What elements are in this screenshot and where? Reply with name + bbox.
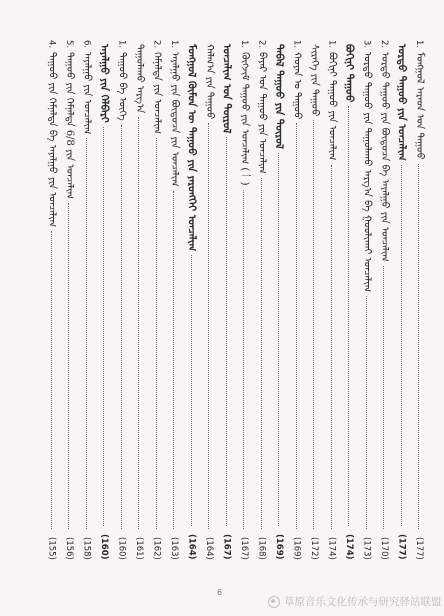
dot-leader <box>401 165 402 527</box>
toc-entry <box>45 40 59 560</box>
toc-entry-title: ᠳᠠᠭᠤᠤ ᠪᠠ ᠦᠭᠡ <box>116 52 128 121</box>
toc-heading <box>272 40 286 560</box>
toc-heading <box>185 40 199 560</box>
dot-leader <box>208 123 209 529</box>
toc-entry-number: 1. <box>116 40 127 49</box>
toc-entry <box>377 40 391 560</box>
watermark-text: 草原音乐文化传承与研究驿站联盟 <box>284 596 442 608</box>
toc-page-number: (172) <box>309 537 319 560</box>
toc-heading <box>342 40 356 560</box>
toc-entry <box>307 40 321 560</box>
toc-page-number: (163) <box>169 537 179 560</box>
toc-entry-number: 2. <box>256 40 267 49</box>
toc-entry-number: 2. <box>379 40 389 49</box>
toc-entry <box>132 40 146 560</box>
toc-entry <box>255 40 269 560</box>
toc-entry-number: 6. <box>81 40 92 49</box>
dot-leader <box>313 120 314 529</box>
toc-entry-title: ᠳᠡᠪᠡᠯ ᠳᠠᠭᠤᠤ ᠶᠢᠨ ᠲᠦᠷᠦᠯ <box>273 44 285 149</box>
toc-page-number: (177) <box>396 534 407 560</box>
dot-leader <box>243 190 244 530</box>
toc-page-number: (160) <box>116 537 127 560</box>
wechat-icon <box>268 596 280 608</box>
toc-entry-title: ᠠᠶᠠᠯᠭᠤ ᠶᠢᠨ ᠣᠨᠴᠠᠯᠢᠭ <box>81 52 93 135</box>
dot-leader <box>418 164 419 529</box>
toc-entry <box>202 40 216 560</box>
toc-entry-title: ᠬᠡᠮᠨᠡᠯᠲᠡ ᠶᠢᠨ ᠣᠨᠴᠠᠯᠢᠭ <box>151 52 163 135</box>
toc-page-number: (170) <box>379 537 389 560</box>
dot-leader <box>296 123 297 529</box>
toc-page-number: (173) <box>361 537 372 560</box>
toc-entry-title: ᠬᠠᠯᠬ᠎ᠠ ᠶᠢᠨ ᠳᠠᠭᠤᠤ <box>204 44 215 120</box>
toc-entry-title: ᠬᠥᠭᠵᠢᠮ ᠳᠠᠭᠤᠤ ᠶᠢᠨ ᠣᠨᠴᠠᠯᠢᠭ (一) <box>239 52 250 186</box>
toc-entry-title: ᠤᠷᠲᠤ ᠳᠠᠭᠤᠤ ᠶᠢᠨ ᠪᠦᠲᠦᠴᠡ ᠪᠠ ᠠᠶᠠᠯᠭᠤ ᠶᠢᠨ ᠣᠨᠴᠠᠯᠢᠭ <box>379 52 390 262</box>
toc-page-number: (164) <box>204 537 214 560</box>
toc-entry <box>412 40 426 560</box>
toc-page-number: (155) <box>46 537 57 560</box>
dot-leader <box>366 296 367 529</box>
dot-leader <box>173 191 174 530</box>
toc-page-number: (169) <box>291 537 302 560</box>
toc-entry-title: ᠤᠷᠲᠤ ᠳᠠᠭᠤᠤ ᠶᠢᠨ ᠳᠠᠭᠤᠯᠠᠬᠤ ᠠᠷᠭ᠎ᠠ ᠪᠠ ᠭᠣᠣᠯᠢᠬᠠᠶ ᠣᠨᠴᠠᠯᠢᠭ <box>361 52 373 293</box>
toc-entry-number: 2. <box>151 40 162 49</box>
toc-page-number: (162) <box>151 537 162 560</box>
toc-entry-title: ᠰᠢᠷᠡᠭᠡ ᠶᠢᠨ ᠳᠠᠭᠤᠤ <box>309 44 320 117</box>
toc-entry <box>360 40 374 560</box>
toc-heading <box>395 40 409 560</box>
watermark <box>268 594 442 609</box>
dot-leader <box>138 117 139 529</box>
toc-entry <box>62 40 76 560</box>
dot-leader <box>121 125 122 529</box>
toc-page-number: (167) <box>221 534 232 560</box>
toc-entry-title: ᠳᠠᠭᠤᠯᠠᠬᠤ ᠠᠷᠭ᠎ᠠ <box>134 44 145 114</box>
dot-leader <box>86 138 87 529</box>
toc-entry-number: 1. <box>414 40 424 49</box>
toc-heading <box>220 40 234 560</box>
toc-page-number: (161) <box>134 537 144 560</box>
toc-page-number: (167) <box>239 537 249 560</box>
toc-entry-title: ᠮᠣᠩᠭᠣᠯ ᠬᠦᠮᠦᠨ ᠦ ᠳᠠᠭᠤᠤ ᠶᠢᠨ ᠶᠡᠷᠦᠩᠬᠡᠢ ᠣᠨᠴᠠᠯᠢᠭ <box>185 44 198 252</box>
dot-leader <box>103 127 104 527</box>
dot-leader <box>51 231 52 529</box>
toc-entry <box>237 40 251 560</box>
toc-entry <box>115 40 129 560</box>
page-number: 6 <box>217 588 223 597</box>
toc-entry-number: 1. <box>326 40 337 49</box>
dot-leader <box>383 266 384 529</box>
dot-leader <box>348 106 349 526</box>
toc-entry-number: 1. <box>239 40 249 49</box>
dot-leader <box>226 137 227 526</box>
toc-entry-number: 1. <box>169 40 179 49</box>
toc-entry <box>150 40 164 560</box>
toc-page-number: (160) <box>99 534 109 560</box>
dot-leader <box>261 178 262 529</box>
toc-page-number: (169) <box>274 534 284 560</box>
toc-entry-number: 1. <box>291 40 302 49</box>
toc-page-number: (168) <box>256 537 267 560</box>
toc-page-number: (177) <box>414 537 424 560</box>
toc-entry-title: ᠮᠣᠩᠭᠣᠯ ᠠᠷᠠᠳ ᠤᠨ ᠳᠠᠭᠤᠤ <box>414 52 425 160</box>
toc-entry-number: 4. <box>46 40 57 49</box>
toc-entry-title: ᠬᠤᠶᠠᠨ ᠤ ᠳᠠᠭᠤᠤ <box>291 52 303 120</box>
toc-entry-number: 3. <box>361 40 372 49</box>
toc-entry-title: ᠳᠠᠭᠤᠤ ᠶᠢᠨ ᠬᠡᠮᠨᠡᠯᠲᠡ 6/8 ᠶᠢᠨ ᠣᠨᠴᠠᠯᠢᠭ <box>64 52 75 200</box>
toc-page-number: (158) <box>81 537 92 560</box>
toc-page-number: (164) <box>186 534 197 560</box>
toc-page-number: (174) <box>326 537 337 560</box>
toc-heading <box>97 40 111 560</box>
toc-entry-title: ᠠᠶᠠᠯᠭᠤ ᠶᠢᠨ ᠬᠡᠯᠪᠡᠷᠢ <box>98 44 110 123</box>
toc-entry-title: ᠤᠷᠲᠤ ᠳᠠᠭᠤᠤ ᠶᠢᠨ ᠣᠨᠴᠠᠯᠢᠭ <box>395 44 408 161</box>
toc-entry <box>325 40 339 560</box>
toc-page-number: (174) <box>344 534 354 560</box>
dot-leader <box>191 255 192 526</box>
toc-entry-title: ᠪᠣᠭᠢᠨᠢ ᠳᠠᠭᠤᠤ ᠶᠢᠨ ᠣᠨᠴᠠᠯᠢᠭ <box>326 52 338 161</box>
toc-entry-title: ᠳᠠᠭᠤᠤ ᠶᠢᠨ ᠬᠡᠮᠨᠡᠯᠲᠡ ᠪᠠ ᠠᠶᠠᠯᠭᠤ ᠶᠢᠨ ᠣᠨᠴᠠᠯᠢᠭ <box>46 52 58 228</box>
dot-leader <box>278 153 279 527</box>
toc-entry-title: ᠠᠶᠠᠯᠭᠤ ᠶᠢᠨ ᠪᠦᠲᠦᠴᠡ ᠶᠢᠨ ᠣᠨᠴᠠᠯᠢᠭ <box>169 52 180 187</box>
dot-leader <box>68 203 69 529</box>
dot-leader <box>156 138 157 529</box>
toc-entry <box>290 40 304 560</box>
toc-entry <box>80 40 94 560</box>
toc-entry <box>167 40 181 560</box>
toc-entry-title: ᠪᠠᠶᠠᠷ ᠤᠨ ᠳᠠᠭᠤᠤ ᠶᠢᠨ ᠣᠨᠴᠠᠯᠢᠭ <box>256 52 268 174</box>
toc-entry-title: ᠪᠣᠭᠢᠨᠢ ᠳᠠᠭᠤᠤ <box>343 44 355 103</box>
toc-entry-number: 5. <box>64 40 74 49</box>
toc-page-number: (156) <box>64 537 74 560</box>
dot-leader <box>331 165 332 530</box>
toc-entry-title: ᠣᠨᠴᠠᠯᠢᠭ ᠤᠨ ᠲᠦᠷᠦᠯ <box>220 44 233 134</box>
